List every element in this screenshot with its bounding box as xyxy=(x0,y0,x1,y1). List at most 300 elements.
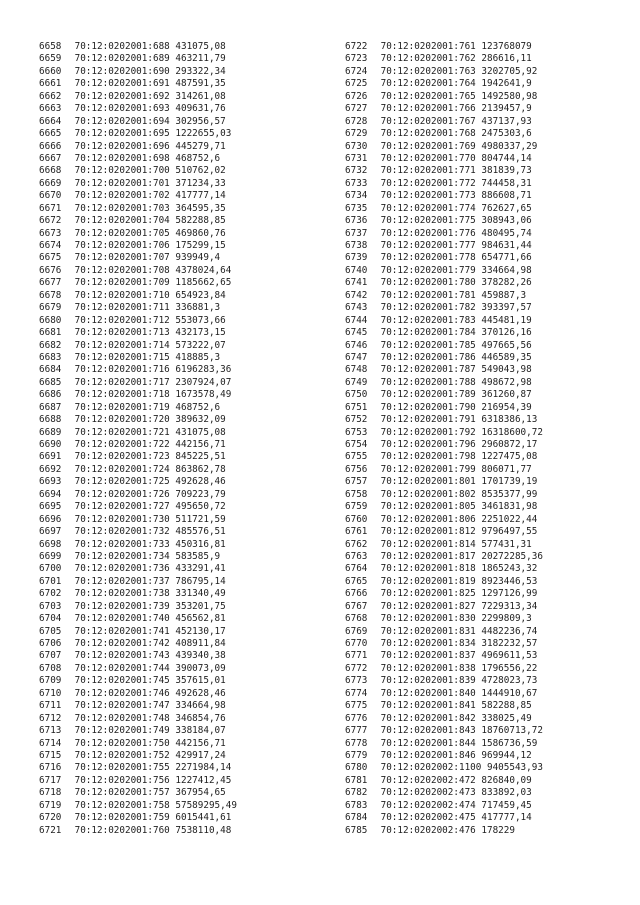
value-cell: 1222655,03 xyxy=(175,128,232,140)
table-row xyxy=(39,78,329,90)
row-number: 6774 xyxy=(345,687,368,699)
table-row xyxy=(345,265,635,277)
value-cell: 1492580,98 xyxy=(481,90,538,102)
table-row xyxy=(345,290,635,302)
value-cell: 469860,76 xyxy=(175,227,226,239)
row-number: 6730 xyxy=(345,140,368,152)
table-row xyxy=(39,364,329,376)
table-row xyxy=(39,302,329,314)
table-row xyxy=(345,327,635,339)
value-cell: 8923446,53 xyxy=(481,575,538,587)
value-cell: 417777,14 xyxy=(481,812,532,824)
cadastral-number: 70:12:0202001:834 xyxy=(380,638,476,649)
row-number: 6671 xyxy=(39,202,62,214)
cadastral-number: 70:12:0202001:769 xyxy=(380,140,476,152)
row-number: 6748 xyxy=(345,364,368,376)
value-cell: 485576,51 xyxy=(175,526,226,538)
cadastral-number: 70:12:0202001:755 xyxy=(74,762,170,774)
value-cell: 431075,08 xyxy=(175,426,226,438)
value-cell: 18760713,72 xyxy=(481,725,543,737)
value-cell: 786795,14 xyxy=(175,575,226,587)
value-cell: 6318386,13 xyxy=(481,414,538,426)
table-row xyxy=(345,352,635,364)
cadastral-number: 70:12:0202001:790 xyxy=(380,401,476,413)
cadastral-number: 70:12:0202001:844 xyxy=(380,737,476,749)
value-cell: 378282,26 xyxy=(481,277,532,289)
row-number: 6754 xyxy=(345,439,368,450)
row-number: 6707 xyxy=(39,650,62,662)
row-number: 6672 xyxy=(39,215,62,227)
table-row xyxy=(345,414,635,426)
cadastral-number: 70:12:0202001:689 xyxy=(74,53,170,65)
table-row xyxy=(345,240,635,252)
table-row xyxy=(345,638,635,650)
table-row xyxy=(39,812,329,824)
table-row xyxy=(39,91,329,103)
row-number: 6777 xyxy=(345,725,368,737)
cadastral-number: 70:12:0202001:733 xyxy=(74,538,170,550)
table-row xyxy=(345,277,635,289)
row-number: 6779 xyxy=(345,749,368,761)
row-number: 6666 xyxy=(39,140,62,152)
cadastral-number: 70:12:0202001:746 xyxy=(74,687,170,699)
row-number: 6714 xyxy=(39,737,62,749)
cadastral-number: 70:12:0202001:791 xyxy=(380,414,476,426)
value-cell: 459887,3 xyxy=(481,289,527,301)
row-number: 6763 xyxy=(345,550,368,562)
value-cell: 2475303,6 xyxy=(481,128,532,140)
value-cell: 497665,56 xyxy=(481,339,532,351)
table-row xyxy=(39,576,329,588)
cadastral-number: 70:12:0202001:694 xyxy=(74,115,170,127)
table-row xyxy=(39,290,329,302)
row-number: 6660 xyxy=(39,65,62,77)
value-cell: 7538110,48 xyxy=(175,824,232,836)
cadastral-number: 70:12:0202001:839 xyxy=(380,675,476,687)
table-row xyxy=(39,141,329,153)
value-cell: 357615,01 xyxy=(175,675,226,687)
row-number: 6701 xyxy=(39,575,62,587)
table-row xyxy=(345,228,635,240)
value-cell: 4728023,73 xyxy=(481,675,538,687)
row-number: 6775 xyxy=(345,700,368,712)
cadastral-number: 70:12:0202001:801 xyxy=(380,476,476,488)
cadastral-number: 70:12:0202001:736 xyxy=(74,563,170,575)
value-cell: 1444910,67 xyxy=(481,687,538,699)
value-cell: 393397,57 xyxy=(481,302,532,314)
row-number: 6719 xyxy=(39,799,62,811)
cadastral-number: 70:12:0202001:702 xyxy=(74,190,170,202)
value-cell: 353201,75 xyxy=(175,600,226,612)
row-number: 6695 xyxy=(39,501,62,513)
table-row xyxy=(39,700,329,712)
table-row xyxy=(345,675,635,687)
value-cell: 433291,41 xyxy=(175,563,226,575)
cadastral-number: 70:12:0202001:712 xyxy=(74,314,170,326)
cadastral-number: 70:12:0202001:772 xyxy=(380,177,476,189)
cadastral-number: 70:12:0202001:688 xyxy=(74,41,170,52)
value-cell: 331340,49 xyxy=(175,588,226,600)
table-row xyxy=(345,178,635,190)
cadastral-number: 70:12:0202001:691 xyxy=(74,78,170,90)
cadastral-number: 70:12:0202001:767 xyxy=(380,115,476,127)
value-cell: 939949,4 xyxy=(175,252,221,264)
table-row xyxy=(345,41,635,53)
cadastral-number: 70:12:0202001:840 xyxy=(380,687,476,699)
table-row xyxy=(345,812,635,824)
row-number: 6674 xyxy=(39,240,62,251)
value-cell: 498672,98 xyxy=(481,376,532,388)
table-row xyxy=(345,713,635,725)
table-row xyxy=(39,352,329,364)
value-cell: 984631,44 xyxy=(481,240,532,251)
value-cell: 833892,03 xyxy=(481,787,532,799)
row-number: 6768 xyxy=(345,613,368,625)
row-number: 6769 xyxy=(345,625,368,637)
value-cell: 3202705,92 xyxy=(481,65,538,77)
value-cell: 8535377,99 xyxy=(481,488,538,500)
table-row xyxy=(39,613,329,625)
value-cell: 57589295,49 xyxy=(175,799,237,811)
row-number: 6721 xyxy=(39,824,62,836)
cadastral-number: 70:12:0202001:779 xyxy=(380,264,476,276)
table-row xyxy=(345,427,635,439)
row-number: 6764 xyxy=(345,563,368,575)
table-row xyxy=(345,165,635,177)
row-number: 6742 xyxy=(345,289,368,301)
row-number: 6766 xyxy=(345,588,368,600)
cadastral-number: 70:12:0202001:696 xyxy=(74,140,170,152)
value-cell: 361260,87 xyxy=(481,389,532,401)
cadastral-number: 70:12:0202001:756 xyxy=(74,774,170,786)
cadastral-number: 70:12:0202001:741 xyxy=(74,625,170,637)
table-row xyxy=(39,588,329,600)
table-row xyxy=(345,787,635,799)
row-number: 6735 xyxy=(345,202,368,214)
cadastral-number: 70:12:0202001:825 xyxy=(380,588,476,600)
table-row xyxy=(39,775,329,787)
row-number: 6700 xyxy=(39,563,62,575)
cadastral-number: 70:12:0202002:473 xyxy=(380,787,476,799)
cadastral-number: 70:12:0202001:701 xyxy=(74,177,170,189)
cadastral-number: 70:12:0202001:830 xyxy=(380,613,476,625)
value-cell: 371234,33 xyxy=(175,177,226,189)
cadastral-number: 70:12:0202001:732 xyxy=(74,526,170,538)
value-cell: 338184,07 xyxy=(175,725,226,737)
row-number: 6697 xyxy=(39,526,62,538)
cadastral-number: 70:12:0202002:472 xyxy=(380,774,476,786)
row-number: 6770 xyxy=(345,638,368,649)
row-number: 6696 xyxy=(39,513,62,525)
table-row xyxy=(345,526,635,538)
value-cell: 4482236,74 xyxy=(481,625,538,637)
table-row xyxy=(345,476,635,488)
cadastral-number: 70:12:0202001:695 xyxy=(74,128,170,140)
value-cell: 302956,57 xyxy=(175,115,226,127)
cadastral-number: 70:12:0202001:768 xyxy=(380,128,476,140)
value-cell: 7229313,34 xyxy=(481,600,538,612)
cadastral-number: 70:12:0202001:759 xyxy=(74,812,170,824)
cadastral-number: 70:12:0202001:837 xyxy=(380,650,476,662)
table-row xyxy=(345,738,635,750)
row-number: 6670 xyxy=(39,190,62,202)
cadastral-number: 70:12:0202002:475 xyxy=(380,812,476,824)
value-cell: 334664,98 xyxy=(175,700,226,712)
cadastral-number: 70:12:0202001:805 xyxy=(380,501,476,513)
value-cell: 492628,46 xyxy=(175,687,226,699)
value-cell: 1185662,65 xyxy=(175,277,232,289)
value-cell: 487591,35 xyxy=(175,78,226,90)
value-cell: 1586736,59 xyxy=(481,737,538,749)
value-cell: 456562,81 xyxy=(175,613,226,625)
value-cell: 431075,08 xyxy=(175,41,226,52)
value-cell: 308943,06 xyxy=(481,215,532,227)
table-row xyxy=(345,116,635,128)
cadastral-number: 70:12:0202001:773 xyxy=(380,190,476,202)
cadastral-number: 70:12:0202002:1100 xyxy=(380,762,482,774)
row-number: 6765 xyxy=(345,575,368,587)
row-number: 6679 xyxy=(39,302,62,314)
value-cell: 6015441,61 xyxy=(175,812,232,824)
row-number: 6757 xyxy=(345,476,368,488)
cadastral-number: 70:12:0202001:761 xyxy=(380,41,476,52)
value-cell: 969944,12 xyxy=(481,749,532,761)
cadastral-number: 70:12:0202001:770 xyxy=(380,152,476,164)
row-number: 6750 xyxy=(345,389,368,401)
value-cell: 370126,16 xyxy=(481,327,532,339)
value-cell: 175299,15 xyxy=(175,240,226,251)
row-number: 6761 xyxy=(345,526,368,538)
value-cell: 446589,35 xyxy=(481,351,532,363)
row-number: 6747 xyxy=(345,351,368,363)
row-number: 6704 xyxy=(39,613,62,625)
value-cell: 826840,09 xyxy=(481,774,532,786)
table-row xyxy=(39,675,329,687)
value-cell: 442156,71 xyxy=(175,439,226,450)
row-number: 6753 xyxy=(345,426,368,438)
row-number: 6738 xyxy=(345,240,368,251)
cadastral-number: 70:12:0202001:738 xyxy=(74,588,170,600)
table-row xyxy=(345,663,635,675)
table-row xyxy=(345,389,635,401)
value-cell: 511721,59 xyxy=(175,513,226,525)
row-number: 6727 xyxy=(345,103,368,115)
cadastral-number: 70:12:0202001:747 xyxy=(74,700,170,712)
cadastral-number: 70:12:0202001:734 xyxy=(74,550,170,562)
value-cell: 4378024,64 xyxy=(175,264,232,276)
row-number: 6667 xyxy=(39,152,62,164)
row-number: 6717 xyxy=(39,774,62,786)
table-row xyxy=(39,464,329,476)
row-number: 6783 xyxy=(345,799,368,811)
table-row xyxy=(345,66,635,78)
table-row xyxy=(345,153,635,165)
table-row xyxy=(39,53,329,65)
cadastral-number: 70:12:0202001:798 xyxy=(380,451,476,463)
table-row xyxy=(39,476,329,488)
cadastral-number: 70:12:0202001:785 xyxy=(380,339,476,351)
row-number: 6756 xyxy=(345,463,368,475)
row-number: 6676 xyxy=(39,264,62,276)
cadastral-number: 70:12:0202001:721 xyxy=(74,426,170,438)
table-row xyxy=(345,601,635,613)
cadastral-number: 70:12:0202001:782 xyxy=(380,302,476,314)
table-row xyxy=(345,514,635,526)
cadastral-number: 70:12:0202001:817 xyxy=(380,550,476,562)
value-cell: 6196283,36 xyxy=(175,364,232,376)
cadastral-number: 70:12:0202001:784 xyxy=(380,327,476,339)
cadastral-number: 70:12:0202001:758 xyxy=(74,799,170,811)
value-cell: 3182232,57 xyxy=(481,638,538,649)
row-number: 6739 xyxy=(345,252,368,264)
cadastral-number: 70:12:0202001:757 xyxy=(74,787,170,799)
row-number: 6678 xyxy=(39,289,62,301)
cadastral-number: 70:12:0202001:723 xyxy=(74,451,170,463)
table-row xyxy=(39,800,329,812)
value-cell: 709223,79 xyxy=(175,488,226,500)
value-cell: 364595,35 xyxy=(175,202,226,214)
value-cell: 334664,98 xyxy=(481,264,532,276)
table-row xyxy=(39,165,329,177)
value-cell: 863862,78 xyxy=(175,463,226,475)
cadastral-number: 70:12:0202001:762 xyxy=(380,53,476,65)
row-number: 6733 xyxy=(345,177,368,189)
value-cell: 468752,6 xyxy=(175,152,221,164)
value-cell: 445481,19 xyxy=(481,314,532,326)
value-cell: 1673578,49 xyxy=(175,389,232,401)
value-cell: 845225,51 xyxy=(175,451,226,463)
row-number: 6673 xyxy=(39,227,62,239)
table-row xyxy=(345,825,635,837)
value-cell: 286616,11 xyxy=(481,53,532,65)
row-number: 6731 xyxy=(345,152,368,164)
row-number: 6688 xyxy=(39,414,62,426)
value-cell: 389632,09 xyxy=(175,414,226,426)
cadastral-number: 70:12:0202001:799 xyxy=(380,463,476,475)
table-row xyxy=(345,439,635,451)
value-cell: 442156,71 xyxy=(175,737,226,749)
value-cell: 1227475,08 xyxy=(481,451,538,463)
table-row xyxy=(39,66,329,78)
cadastral-number: 70:12:0202001:778 xyxy=(380,252,476,264)
table-row xyxy=(345,775,635,787)
row-number: 6689 xyxy=(39,426,62,438)
table-row xyxy=(345,688,635,700)
row-number: 6772 xyxy=(345,662,368,674)
cadastral-number: 70:12:0202001:724 xyxy=(74,463,170,475)
row-number: 6746 xyxy=(345,339,368,351)
table-row xyxy=(39,178,329,190)
value-cell: 216954,39 xyxy=(481,401,532,413)
value-cell: 804744,14 xyxy=(481,152,532,164)
table-row xyxy=(39,539,329,551)
table-row xyxy=(39,277,329,289)
value-cell: 2960872,17 xyxy=(481,439,538,450)
cadastral-number: 70:12:0202001:749 xyxy=(74,725,170,737)
cadastral-number: 70:12:0202001:819 xyxy=(380,575,476,587)
table-row xyxy=(345,626,635,638)
value-cell: 2299809,3 xyxy=(481,613,532,625)
cadastral-number: 70:12:0202001:827 xyxy=(380,600,476,612)
cadastral-number: 70:12:0202001:789 xyxy=(380,389,476,401)
row-number: 6729 xyxy=(345,128,368,140)
table-row xyxy=(39,750,329,762)
row-number: 6751 xyxy=(345,401,368,413)
value-cell: 2139457,9 xyxy=(481,103,532,115)
cadastral-number: 70:12:0202001:722 xyxy=(74,439,170,450)
cadastral-number: 70:12:0202001:788 xyxy=(380,376,476,388)
cadastral-number: 70:12:0202001:780 xyxy=(380,277,476,289)
table-row xyxy=(39,389,329,401)
table-row xyxy=(345,53,635,65)
table-row xyxy=(39,190,329,202)
table-row xyxy=(345,190,635,202)
table-row xyxy=(39,377,329,389)
table-row xyxy=(39,116,329,128)
cadastral-number: 70:12:0202001:744 xyxy=(74,662,170,674)
cadastral-number: 70:12:0202001:846 xyxy=(380,749,476,761)
cadastral-number: 70:12:0202001:737 xyxy=(74,575,170,587)
left-column xyxy=(39,41,329,837)
row-number: 6709 xyxy=(39,675,62,687)
cadastral-number: 70:12:0202001:792 xyxy=(380,426,476,438)
cadastral-number: 70:12:0202001:745 xyxy=(74,675,170,687)
value-cell: 445279,71 xyxy=(175,140,226,152)
table-row xyxy=(39,526,329,538)
row-number: 6693 xyxy=(39,476,62,488)
table-row xyxy=(345,141,635,153)
cadastral-number: 70:12:0202001:717 xyxy=(74,376,170,388)
row-number: 6736 xyxy=(345,215,368,227)
row-number: 6781 xyxy=(345,774,368,786)
cadastral-number: 70:12:0202001:752 xyxy=(74,749,170,761)
cadastral-number: 70:12:0202002:476 xyxy=(380,824,476,836)
row-number: 6702 xyxy=(39,588,62,600)
value-cell: 1227412,45 xyxy=(175,774,232,786)
table-row xyxy=(345,315,635,327)
table-row xyxy=(39,215,329,227)
cadastral-number: 70:12:0202001:786 xyxy=(380,351,476,363)
cadastral-number: 70:12:0202001:708 xyxy=(74,264,170,276)
cadastral-number: 70:12:0202001:690 xyxy=(74,65,170,77)
cadastral-number: 70:12:0202001:707 xyxy=(74,252,170,264)
table-row xyxy=(39,825,329,837)
row-number: 6703 xyxy=(39,600,62,612)
row-number: 6692 xyxy=(39,463,62,475)
table-row xyxy=(345,700,635,712)
value-cell: 390073,09 xyxy=(175,662,226,674)
row-number: 6712 xyxy=(39,712,62,724)
table-row xyxy=(39,439,329,451)
row-number: 6690 xyxy=(39,439,62,450)
value-cell: 336881,3 xyxy=(175,302,221,314)
value-cell: 1865243,32 xyxy=(481,563,538,575)
row-number: 6745 xyxy=(345,327,368,339)
table-row xyxy=(39,551,329,563)
table-row xyxy=(345,128,635,140)
table-row xyxy=(345,377,635,389)
cadastral-number: 70:12:0202001:711 xyxy=(74,302,170,314)
value-cell: 437137,93 xyxy=(481,115,532,127)
cadastral-number: 70:12:0202001:730 xyxy=(74,513,170,525)
table-row xyxy=(345,563,635,575)
table-row xyxy=(39,265,329,277)
row-number: 6720 xyxy=(39,812,62,824)
value-cell: 417777,14 xyxy=(175,190,226,202)
cadastral-number: 70:12:0202001:748 xyxy=(74,712,170,724)
cadastral-number: 70:12:0202001:725 xyxy=(74,476,170,488)
row-number: 6724 xyxy=(345,65,368,77)
